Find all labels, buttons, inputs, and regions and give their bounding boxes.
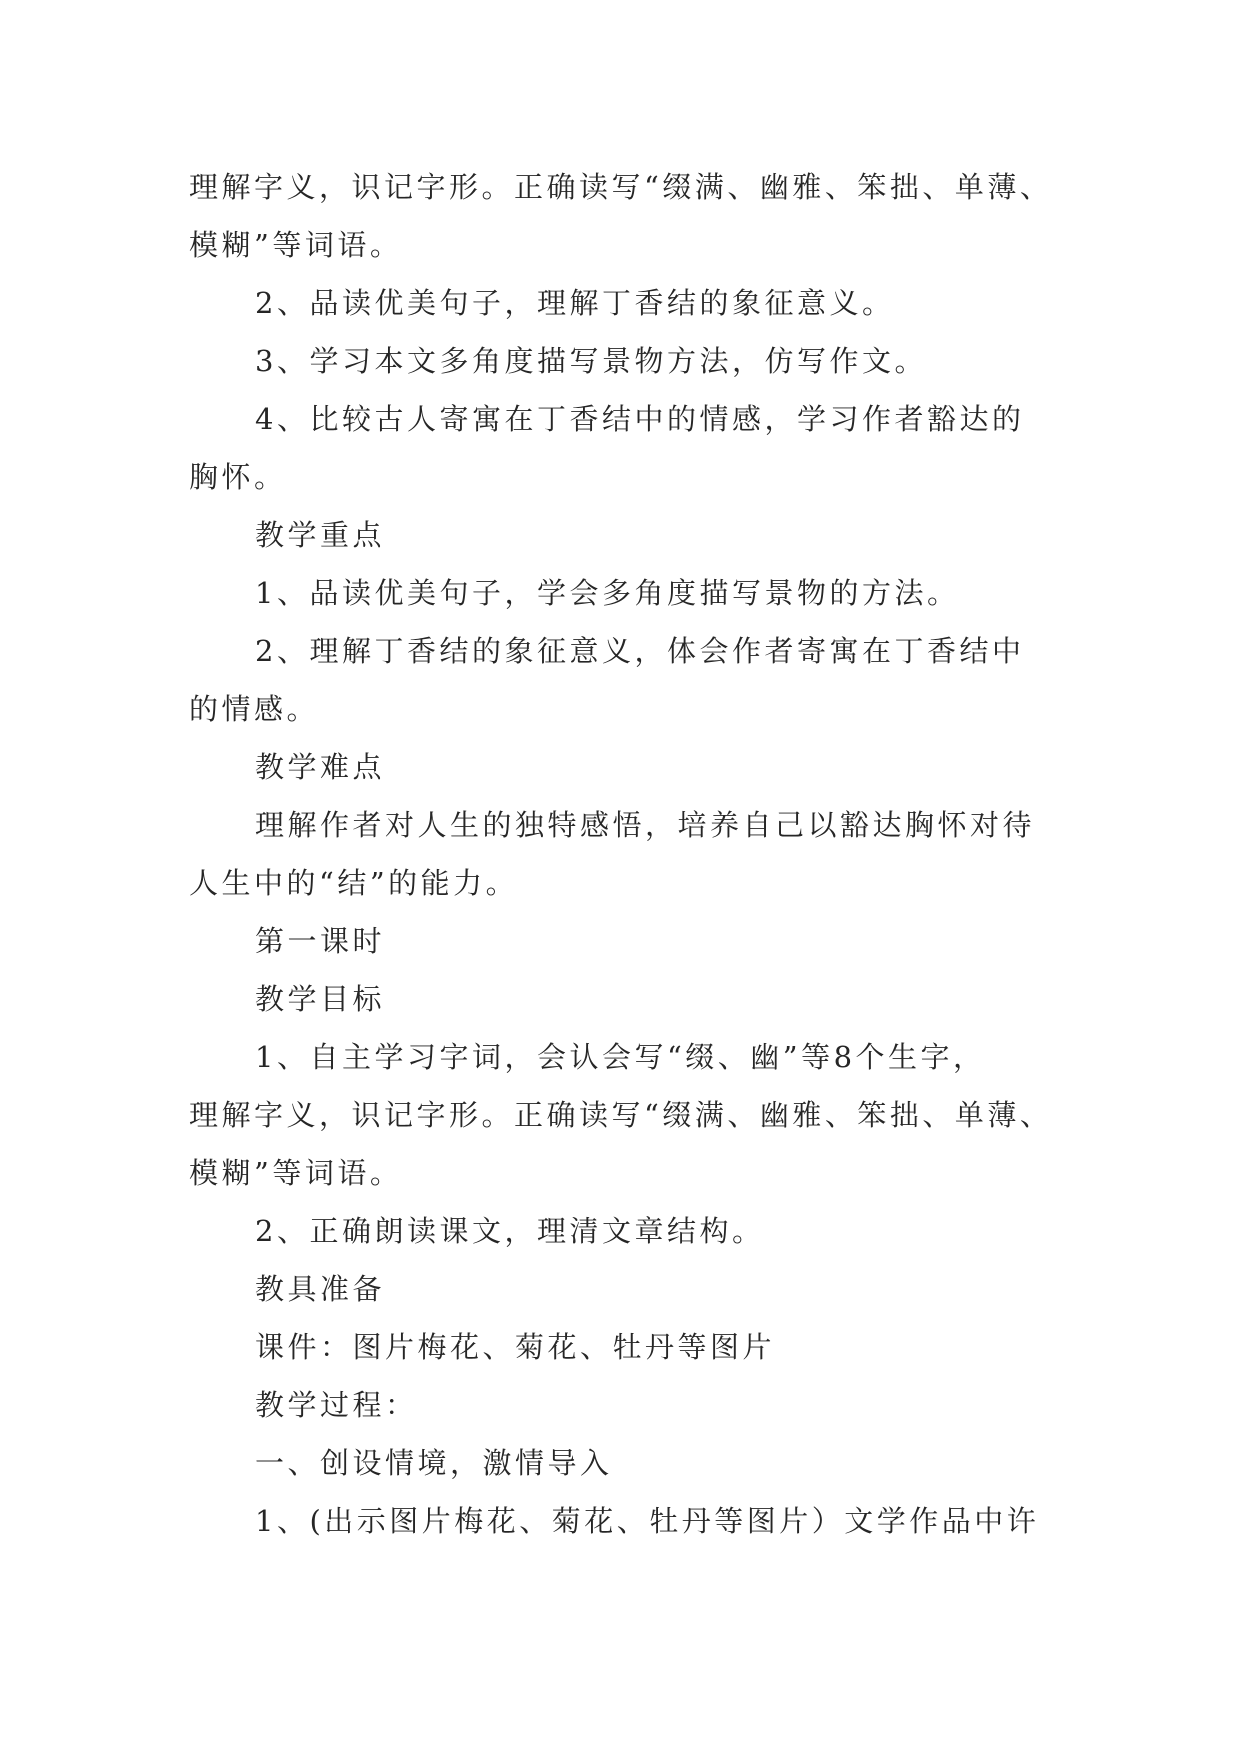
text-line: 3、学习本文多角度描写景物方法，仿写作文。 — [255, 344, 927, 378]
text-line: 模糊”等词语。 — [189, 228, 403, 262]
document-body — [189, 158, 1053, 1550]
text-line: 2、正确朗读课文，理清文章结构。 — [255, 1214, 765, 1248]
text-line: 2、理解丁香结的象征意义，体会作者寄寓在丁香结中 — [255, 634, 1025, 668]
text-line: 教具准备 — [255, 1272, 386, 1306]
text-line: 一、创设情境，激情导入 — [255, 1446, 613, 1480]
text-line: 第一课时 — [255, 924, 386, 958]
text-line: 模糊”等词语。 — [189, 1156, 403, 1190]
text-line: 教学过程： — [255, 1388, 418, 1422]
text-line: 教学重点 — [255, 518, 386, 552]
text-line: 1、(出示图片梅花、菊花、牡丹等图片）文学作品中许 — [255, 1504, 1040, 1538]
text-line: 人生中的“结”的能力。 — [189, 866, 519, 900]
text-line: 2、品读优美句子，理解丁香结的象征意义。 — [255, 286, 895, 320]
text-line: 教学目标 — [255, 982, 386, 1016]
text-line: 教学难点 — [255, 750, 386, 784]
text-line: 胸怀。 — [189, 460, 287, 494]
text-line: 1、品读优美句子，学会多角度描写景物的方法。 — [255, 576, 960, 610]
text-line: 4、比较古人寄寓在丁香结中的情感，学习作者豁达的 — [255, 402, 1025, 436]
text-line: 课件：图片梅花、菊花、牡丹等图片 — [255, 1330, 776, 1364]
text-line: 1、自主学习字词，会认会写“缀、幽”等8个生字， — [255, 1040, 986, 1074]
text-line: 理解字义，识记字形。正确读写“缀满、幽雅、笨拙、单薄、 — [189, 170, 1053, 204]
text-line: 的情感。 — [189, 692, 320, 726]
text-line: 理解作者对人生的独特感悟，培养自己以豁达胸怀对待 — [255, 808, 1036, 842]
text-line: 理解字义，识记字形。正确读写“缀满、幽雅、笨拙、单薄、 — [189, 1098, 1053, 1132]
